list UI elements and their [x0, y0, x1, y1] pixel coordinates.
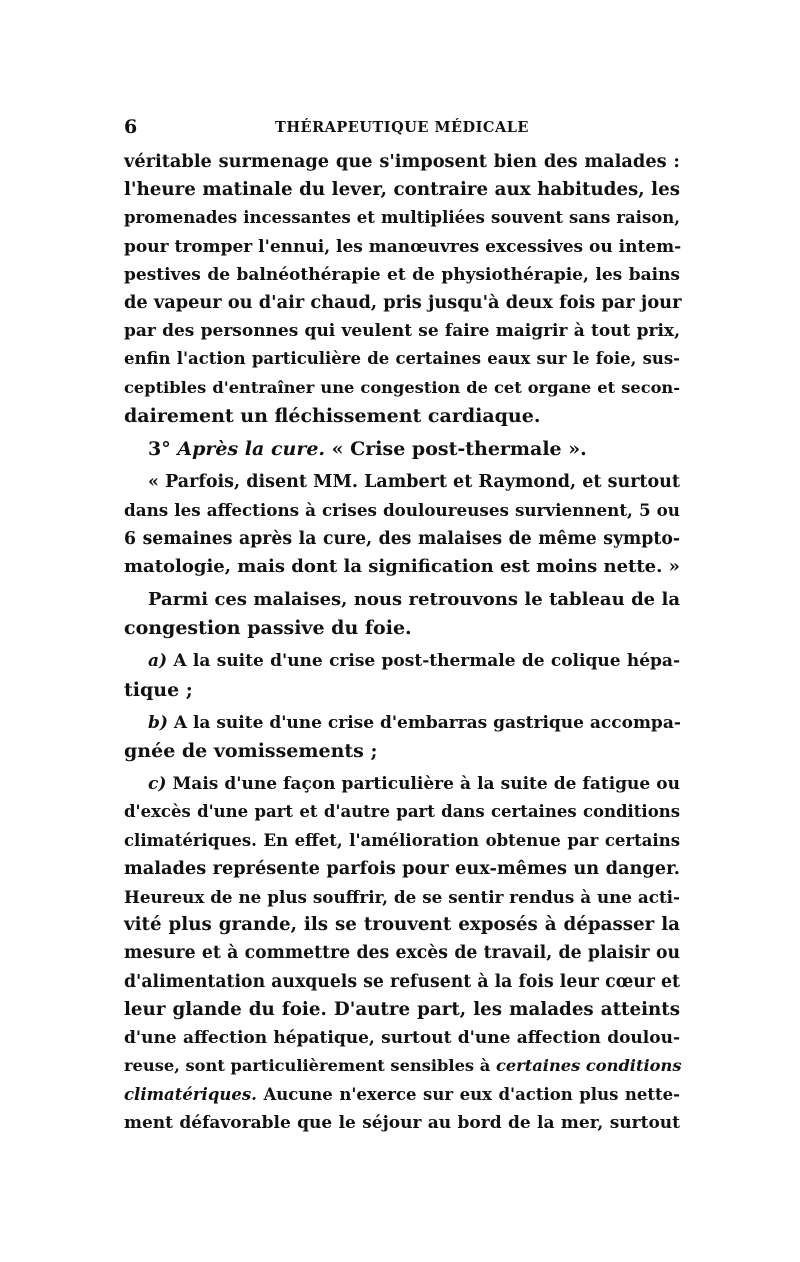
text-line: l'heure matinale du lever, contraire aux habitudes, les [124, 179, 680, 201]
text-line: promenades incessantes et multipliées souvent sans raison, [124, 208, 680, 228]
list-marker: a) [148, 651, 168, 672]
text-line: « Parfois, disent MM. Lambert et Raymond, et surtout [148, 472, 680, 493]
text-line: climatériques. En effet, l'amélioration obtenue par certains [124, 830, 680, 850]
text-line: d'une affection hépatique, surtout d'une affection doulou- [124, 1028, 680, 1049]
list-marker: b) [148, 712, 168, 733]
list-item-c [124, 770, 680, 1137]
section-heading: Après la cure. [177, 438, 326, 461]
list-marker: c) [148, 774, 167, 795]
text-line: 6 semaines après la cure, des malaises de même sympto- [124, 528, 680, 549]
paragraph-surmenage [124, 148, 680, 430]
text-line: matologie, mais dont la signification est moins nette. » [124, 555, 680, 577]
text-line [124, 770, 680, 798]
text-line: d'alimentation auxquels se refusent à la fois leur cœur et [124, 971, 680, 992]
text-line: vité plus grande, ils se trouvent exposés à dépasser la [124, 914, 680, 936]
text-line: malades représente parfois pour eux-mêmes un danger. [124, 857, 680, 879]
text-line: mesure et à commettre des excès de travail, de plaisir ou [124, 943, 680, 964]
text-line: dans les affections à crises douloureuses surviennent, 5 ou [124, 500, 680, 521]
page-number: 6 [124, 116, 138, 138]
text-line [124, 647, 680, 675]
text-line: pour tromper l'ennui, les manœuvres excessives ou intem- [124, 236, 682, 257]
text-line: pestives de balnéothérapie et de physiothérapie, les bains [124, 264, 680, 285]
body-text [124, 148, 680, 1137]
list-item-a [124, 647, 680, 703]
list-item-text: A la suite d'une crise post-thermale de colique hépa- [173, 651, 681, 672]
section-number: 3° [148, 438, 171, 461]
running-title: THÉRAPEUTIQUE MÉDICALE [275, 119, 529, 136]
text-line: dairement un fléchissement cardiaque. [124, 404, 541, 427]
text-line: véritable surmenage que s'imposent bien des malades : [124, 151, 680, 172]
text-line: Heureux de ne plus souffrir, de se sentir rendus à une acti- [124, 887, 680, 908]
text-line [124, 709, 680, 737]
text-line: tique ; [124, 678, 193, 701]
paragraph-malaises [124, 586, 680, 642]
list-item-text: Mais d'une façon particulière à la suite de fatigue ou [172, 774, 680, 795]
text-line [124, 1081, 680, 1109]
emphasis-text: climatériques. [124, 1084, 257, 1104]
text-segment: Aucune n'exerce sur eux d'action plus nette- [263, 1084, 681, 1104]
text-line: leur glande du foie. D'autre part, les malades atteints [124, 998, 680, 1020]
section-heading-apres-la-cure [124, 435, 680, 463]
list-item-text: A la suite d'une crise d'embarras gastrique accompa- [173, 712, 681, 733]
running-head [124, 116, 680, 140]
section-subtitle: « Crise post-thermale ». [331, 438, 587, 461]
text-line: enfin l'action particulière de certaines eaux sur le foie, sus- [124, 349, 680, 369]
list-item-b [124, 709, 680, 765]
paragraph-quotation [124, 468, 680, 581]
text-line: d'excès d'une part et d'autre part dans certaines conditions [124, 802, 680, 822]
text-line: ment défavorable que le séjour au bord de la mer, surtout [124, 1112, 680, 1133]
text-line: de vapeur ou d'air chaud, pris jusqu'à deux fois par jour [124, 292, 682, 314]
text-line: Parmi ces malaises, nous retrouvons le tableau de la [148, 589, 680, 611]
text-line: ceptibles d'entraîner une congestion de cet organe et secon- [124, 377, 680, 397]
emphasis-text: certaines conditions [495, 1056, 682, 1076]
text-line: gnée de vomissements ; [124, 740, 378, 763]
text-line [124, 1052, 680, 1080]
text-line: congestion passive du foie. [124, 617, 412, 640]
text-segment: reuse, sont particulièrement sensibles à [124, 1056, 491, 1076]
text-line: par des personnes qui veulent se faire maigrir à tout prix, [124, 321, 680, 342]
